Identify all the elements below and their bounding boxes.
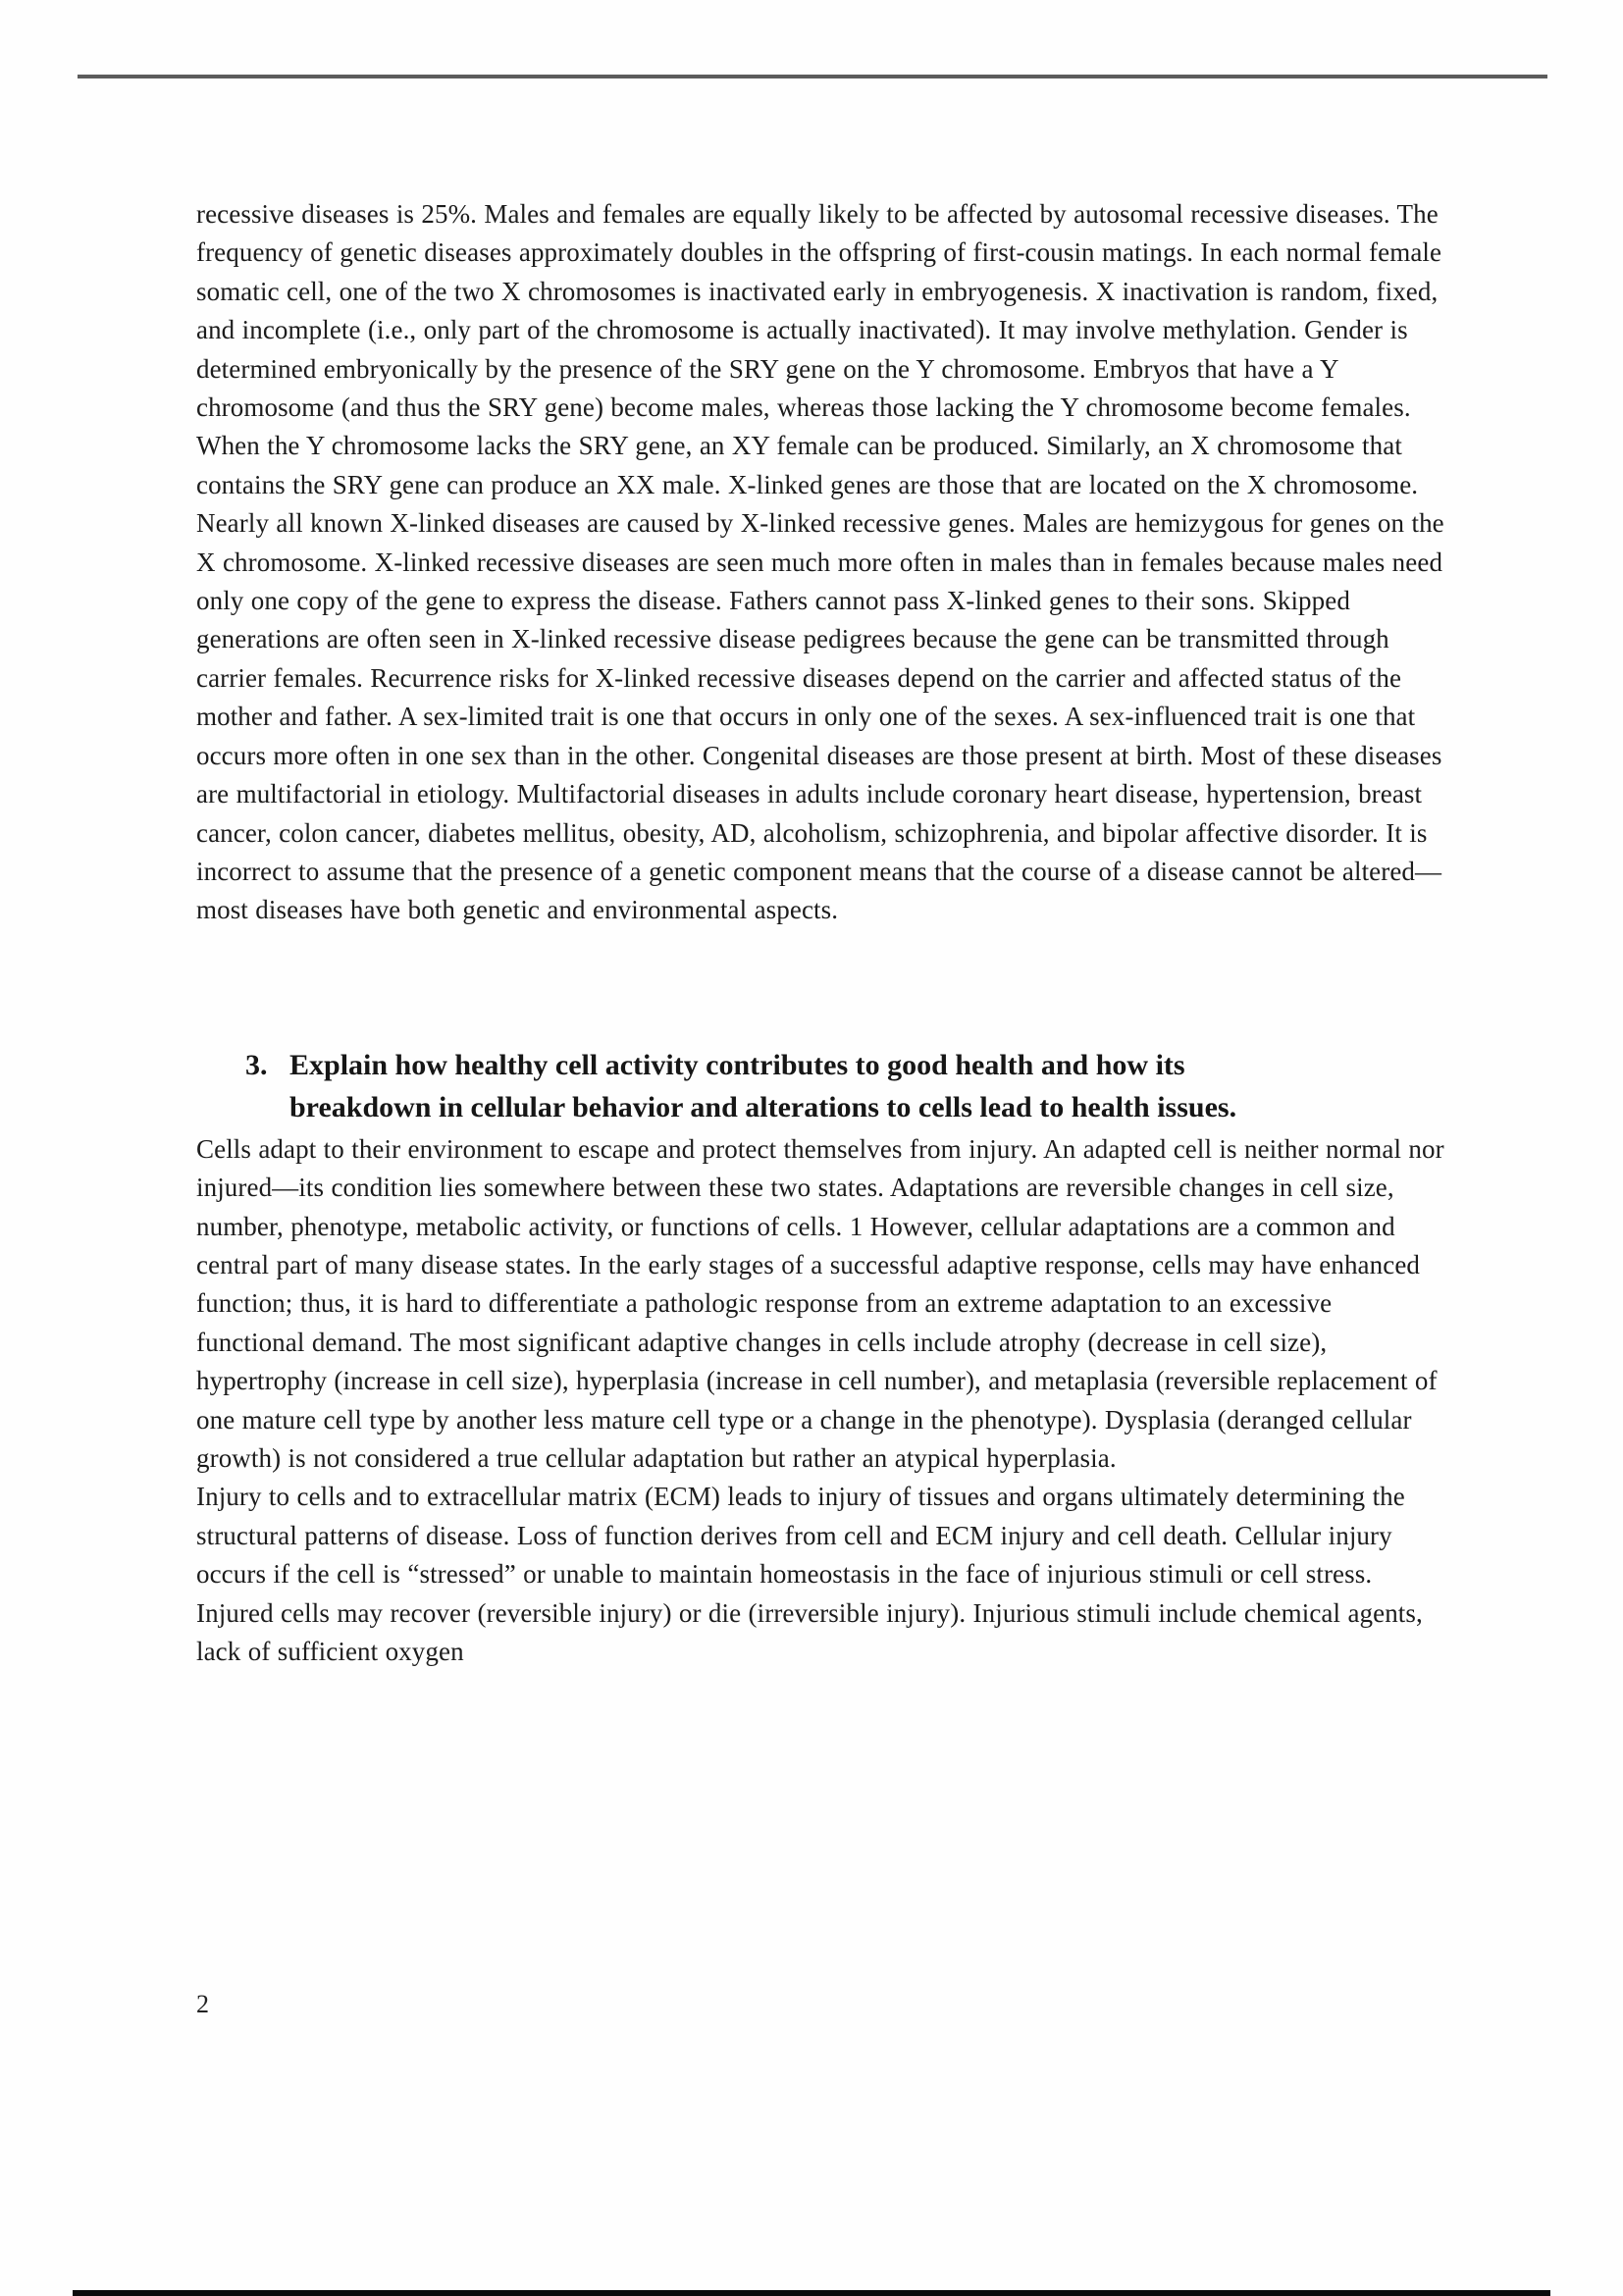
question-heading — [196, 1044, 1446, 1128]
question-number: 3. — [245, 1048, 268, 1081]
paragraph-cell-adaptation: Cells adapt to their environment to escape and protect themselves from injury. An adapted cell is neither normal nor injured—its condition lies somewhere between these two states. Adaptations are reversible changes in cell size, number, phenotype, metabolic activity, or functions of cells. 1 However, cellular adaptations are a common and central part of many disease states. In the early stages of a successful adaptive response, cells may have enhanced function; thus, it is hard to differentiate a pathologic response from an extreme adaptation to an excessive functional demand. The most significant adaptive changes in cells include atrophy (decrease in cell size), hypertrophy (increase in cell size), hyperplasia (increase in cell number), and metaplasia (reversible replacement of one mature cell type by another less mature cell type or a change in the phenotype). Dysplasia (deranged cellular growth) is not considered a true cellular adaptation but rather an atypical hyperplasia. — [196, 1133, 1444, 1473]
header-rule — [78, 75, 1547, 78]
footer-bar — [73, 2290, 1550, 2296]
paragraph-genetic-diseases: recessive diseases is 25%. Males and females are equally likely to be affected by autosomal recessive diseases. The frequency of genetic diseases approximately doubles in the offspring of first-cousin matings. In each normal female somatic cell, one of the two X chromosomes is inactivated early in embryogenesis. X inactivation is random, fixed, and incomplete (i.e., only part of the chromosome is actually inactivated). It may involve methylation. Gender is determined embryonically by the presence of the SRY gene on the Y chromosome. Embryos that have a Y chromosome (and thus the SRY gene) become males, whereas those lacking the Y chromosome become females. When the Y chromosome lacks the SRY gene, an XY female can be produced. Similarly, an X chromosome that contains the SRY gene can produce an XX male. X-linked genes are those that are located on the X chromosome. Nearly all known X-linked diseases are caused by X-linked recessive genes. Males are hemizygous for genes on the X chromosome. X-linked recessive diseases are seen much more often in males than in females because males need only one copy of the gene to express the disease. Fathers cannot pass X-linked genes to their sons. Skipped generations are often seen in X-linked recessive disease pedigrees because the gene can be transmitted through carrier females. Recurrence risks for X-linked recessive diseases depend on the carrier and affected status of the mother and father. A sex-limited trait is one that occurs in only one of the sexes. A sex-influenced trait is one that occurs more often in one sex than in the other. Congenital diseases are those present at birth. Most of these diseases are multifactorial in etiology. Multifactorial diseases in adults include coronary heart disease, hypertension, breast cancer, colon cancer, diabetes mellitus, obesity, AD, alcoholism, schizophrenia, and bipolar affective disorder. It is incorrect to assume that the presence of a genetic component means that the course of a disease cannot be altered—most diseases have both genetic and environmental aspects. — [196, 199, 1444, 925]
paragraph-cell-injury: Injury to cells and to extracellular matrix (ECM) leads to injury of tissues and organs ultimately determining the structural patterns of disease. Loss of function derives from cell and ECM injury and cell death. Cellular injury occurs if the cell is “stressed” or unable to maintain homeostasis in the face of injurious stimuli or cell stress. Injured cells may recover (reversible injury) or die (irreversible injury). Injurious stimuli include chemical agents, lack of sufficient oxygen — [196, 1482, 1423, 1666]
document-body — [196, 195, 1446, 1671]
question-title: Explain how healthy cell activity contributes to good health and how its breakdown in cellular behavior and alterations to cells lead to health issues. — [289, 1048, 1237, 1123]
page-number: 2 — [196, 1990, 209, 2018]
